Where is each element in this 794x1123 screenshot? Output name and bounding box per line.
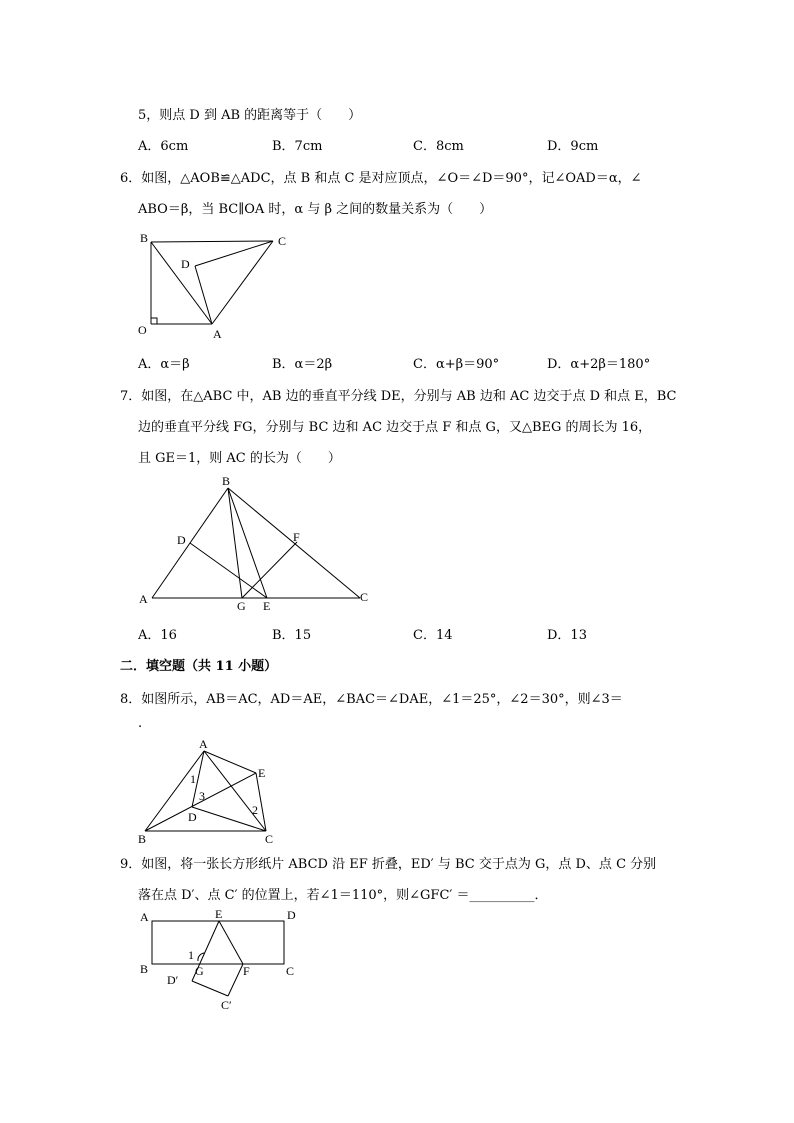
q5-stem: 5，则点 D 到 AB 的距离等于（ ） — [138, 108, 362, 123]
q9-label-f: F — [243, 964, 250, 978]
q7-option-a[interactable]: A．16 — [138, 628, 177, 643]
q7-stem-line2: 边的垂直平分线 FG，分别与 BC 边和 AC 边交于点 F 和点 G，又△BEG 的周长为 16， — [138, 420, 652, 435]
q6-label-d: D — [181, 257, 190, 271]
q7-option-b[interactable]: B．15 — [272, 628, 312, 643]
q9-label-g: G — [195, 964, 204, 978]
q8-angle-2: 2 — [252, 803, 258, 817]
q9-angle-1: 1 — [188, 948, 194, 962]
q9-label-d: D — [287, 908, 296, 922]
q6-label-c: C — [278, 234, 287, 248]
q9-label-e: E — [215, 907, 223, 921]
q7-option-c[interactable]: C．14 — [413, 628, 453, 643]
q7-label-e: E — [263, 599, 271, 613]
q7-label-b: B — [222, 474, 231, 488]
q9-label-b: B — [140, 962, 149, 976]
q9-label-a: A — [140, 910, 149, 924]
q8-stem-line1: 8．如图所示，AB＝AC，AD＝AE，∠BAC＝∠DAE，∠1＝25°，∠2＝30°，则∠3＝ — [120, 692, 623, 707]
q6-stem-line1: 6．如图，△AOB≌△ADC，点 B 和点 C 是对应顶点，∠O＝∠D＝90°，记∠OAD＝α，∠ — [120, 171, 642, 186]
q8-figure — [130, 735, 290, 847]
q5-option-c[interactable]: C．8cm — [413, 139, 464, 154]
q6-label-a: A — [213, 327, 222, 341]
q8-label-c: C — [265, 832, 274, 846]
q5-option-b[interactable]: B．7cm — [272, 139, 323, 154]
q7-label-a: A — [139, 592, 148, 606]
section-fill-blank-heading: 二．填空题（共 11 小题） — [120, 659, 278, 674]
q7-label-f: F — [293, 530, 300, 544]
q8-stem-line2: . — [138, 716, 143, 731]
q8-label-d: D — [188, 810, 197, 824]
q9-stem-line2: 落在点 D′、点 C′ 的位置上，若∠1＝110°，则∠GFC′ ＝__________． — [138, 888, 548, 903]
q6-stem-line2: ABO＝β，当 BC∥OA 时，α 与 β 之间的数量关系为（ ） — [138, 202, 493, 217]
q5-option-a[interactable]: A．6cm — [138, 139, 189, 154]
q7-stem-line1: 7．如图，在△ABC 中，AB 边的垂直平分线 DE，分别与 AB 边和 AC 边交于点 D 和点 E，BC — [120, 389, 677, 404]
q7-stem-line3: 且 GE＝1，则 AC 的长为（ ） — [138, 451, 341, 466]
q5-option-d[interactable]: D．9cm — [547, 139, 599, 154]
q8-angle-1: 1 — [190, 772, 196, 786]
q7-label-g: G — [237, 599, 246, 613]
q6-option-c[interactable]: C．α+β＝90° — [413, 357, 500, 372]
q8-angle-3: 3 — [199, 789, 205, 803]
q6-label-o: O — [138, 323, 147, 337]
q6-option-a[interactable]: A．α＝β — [138, 357, 190, 372]
q9-label-d-prime: D′ — [167, 973, 179, 987]
q7-figure — [130, 470, 380, 615]
q7-label-d: D — [177, 533, 186, 547]
q9-stem-line1: 9．如图，将一张长方形纸片 ABCD 沿 EF 折叠，ED′ 与 BC 交于点为 G，点 D、点 C 分别 — [120, 857, 657, 872]
q6-label-b: B — [140, 231, 149, 245]
q8-label-a: A — [199, 737, 208, 751]
q9-figure — [130, 903, 320, 1015]
q6-option-b[interactable]: B．α＝2β — [272, 357, 333, 372]
q8-label-e: E — [258, 766, 266, 780]
q6-option-d[interactable]: D．α+2β＝180° — [547, 357, 651, 372]
q7-label-c: C — [360, 590, 369, 604]
q7-option-d[interactable]: D．13 — [547, 628, 587, 643]
q9-label-c: C — [286, 964, 295, 978]
q8-label-b: B — [138, 832, 147, 846]
q9-label-c-prime: C′ — [221, 998, 232, 1012]
q6-figure — [130, 226, 310, 346]
